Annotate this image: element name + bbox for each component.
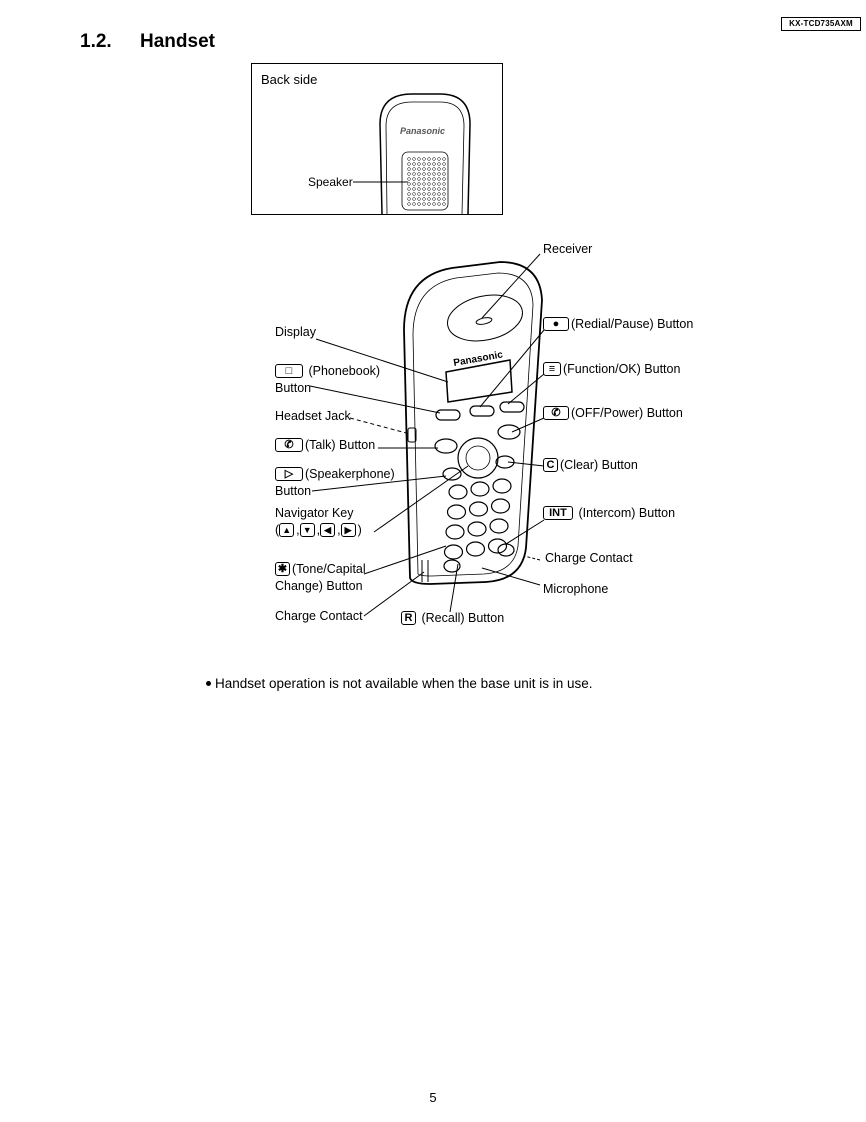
phonebook-key xyxy=(436,410,460,420)
bullet-icon xyxy=(206,681,211,686)
talk-label: ✆ (Talk) Button xyxy=(275,438,375,453)
charge-contact-right-label: Charge Contact xyxy=(545,551,633,565)
right-arrow-icon: ▶ xyxy=(341,523,356,537)
tone-label-2: Change) Button xyxy=(275,579,363,593)
redial-label: ● (Redial/Pause) Button xyxy=(543,317,693,332)
speakerphone-label: ▷ (Speakerphone) xyxy=(275,467,395,482)
off-power-icon: ✆ xyxy=(543,406,569,420)
back-side-title: Back side xyxy=(261,72,318,87)
redial-icon: ● xyxy=(543,317,569,331)
down-arrow-icon: ▼ xyxy=(300,523,315,537)
speakerphone-label-2: Button xyxy=(275,484,312,498)
note-text: Handset operation is not available when the base unit is in use. xyxy=(206,676,593,691)
headset-jack-label: Headset Jack xyxy=(275,409,351,423)
navigator-label: Navigator Key xyxy=(275,506,354,520)
back-brand: Panasonic xyxy=(400,126,446,136)
display-label: Display xyxy=(275,325,316,339)
navigator-keys: ( ▲ , ▼ , ◀ , ▶ ) xyxy=(275,523,362,537)
phonebook-icon: □ xyxy=(275,364,303,378)
section-number: 1.2. xyxy=(80,31,112,52)
front-brand: Panasonic xyxy=(452,349,504,369)
phonebook-label: □ (Phonebook) xyxy=(275,364,380,379)
talk-icon: ✆ xyxy=(275,438,303,452)
receiver-label: Receiver xyxy=(543,242,593,256)
recall-icon: R xyxy=(401,611,416,625)
up-arrow-icon: ▲ xyxy=(279,523,294,537)
function-key xyxy=(500,402,524,412)
left-arrow-icon: ◀ xyxy=(320,523,335,537)
speakerphone-icon: ▷ xyxy=(275,467,303,481)
intercom-label: INT (Intercom) Button xyxy=(543,506,675,521)
microphone-label: Microphone xyxy=(543,582,609,596)
off-power-label: ✆ (OFF/Power) Button xyxy=(543,406,683,421)
charge-contact-left-label: Charge Contact xyxy=(275,609,363,623)
model-number: KX-TCD735AXM xyxy=(781,17,861,31)
clear-label: C (Clear) Button xyxy=(543,458,638,473)
tone-label: ✱ (Tone/Capital xyxy=(275,562,366,577)
keypad xyxy=(444,479,514,572)
redial-key xyxy=(470,406,494,416)
tone-icon: ✱ xyxy=(275,562,290,576)
section-title: Handset xyxy=(140,31,215,52)
navigator-key xyxy=(458,438,498,478)
clear-icon: C xyxy=(543,458,558,472)
speaker-label: Speaker xyxy=(308,175,353,189)
intercom-icon: INT xyxy=(543,506,573,520)
phonebook-label-2: Button xyxy=(275,381,312,395)
function-ok-label: ≡ (Function/OK) Button xyxy=(543,362,680,377)
page-number: 5 xyxy=(429,1090,437,1105)
function-icon: ≡ xyxy=(543,362,561,376)
recall-label: R (Recall) Button xyxy=(401,611,504,626)
